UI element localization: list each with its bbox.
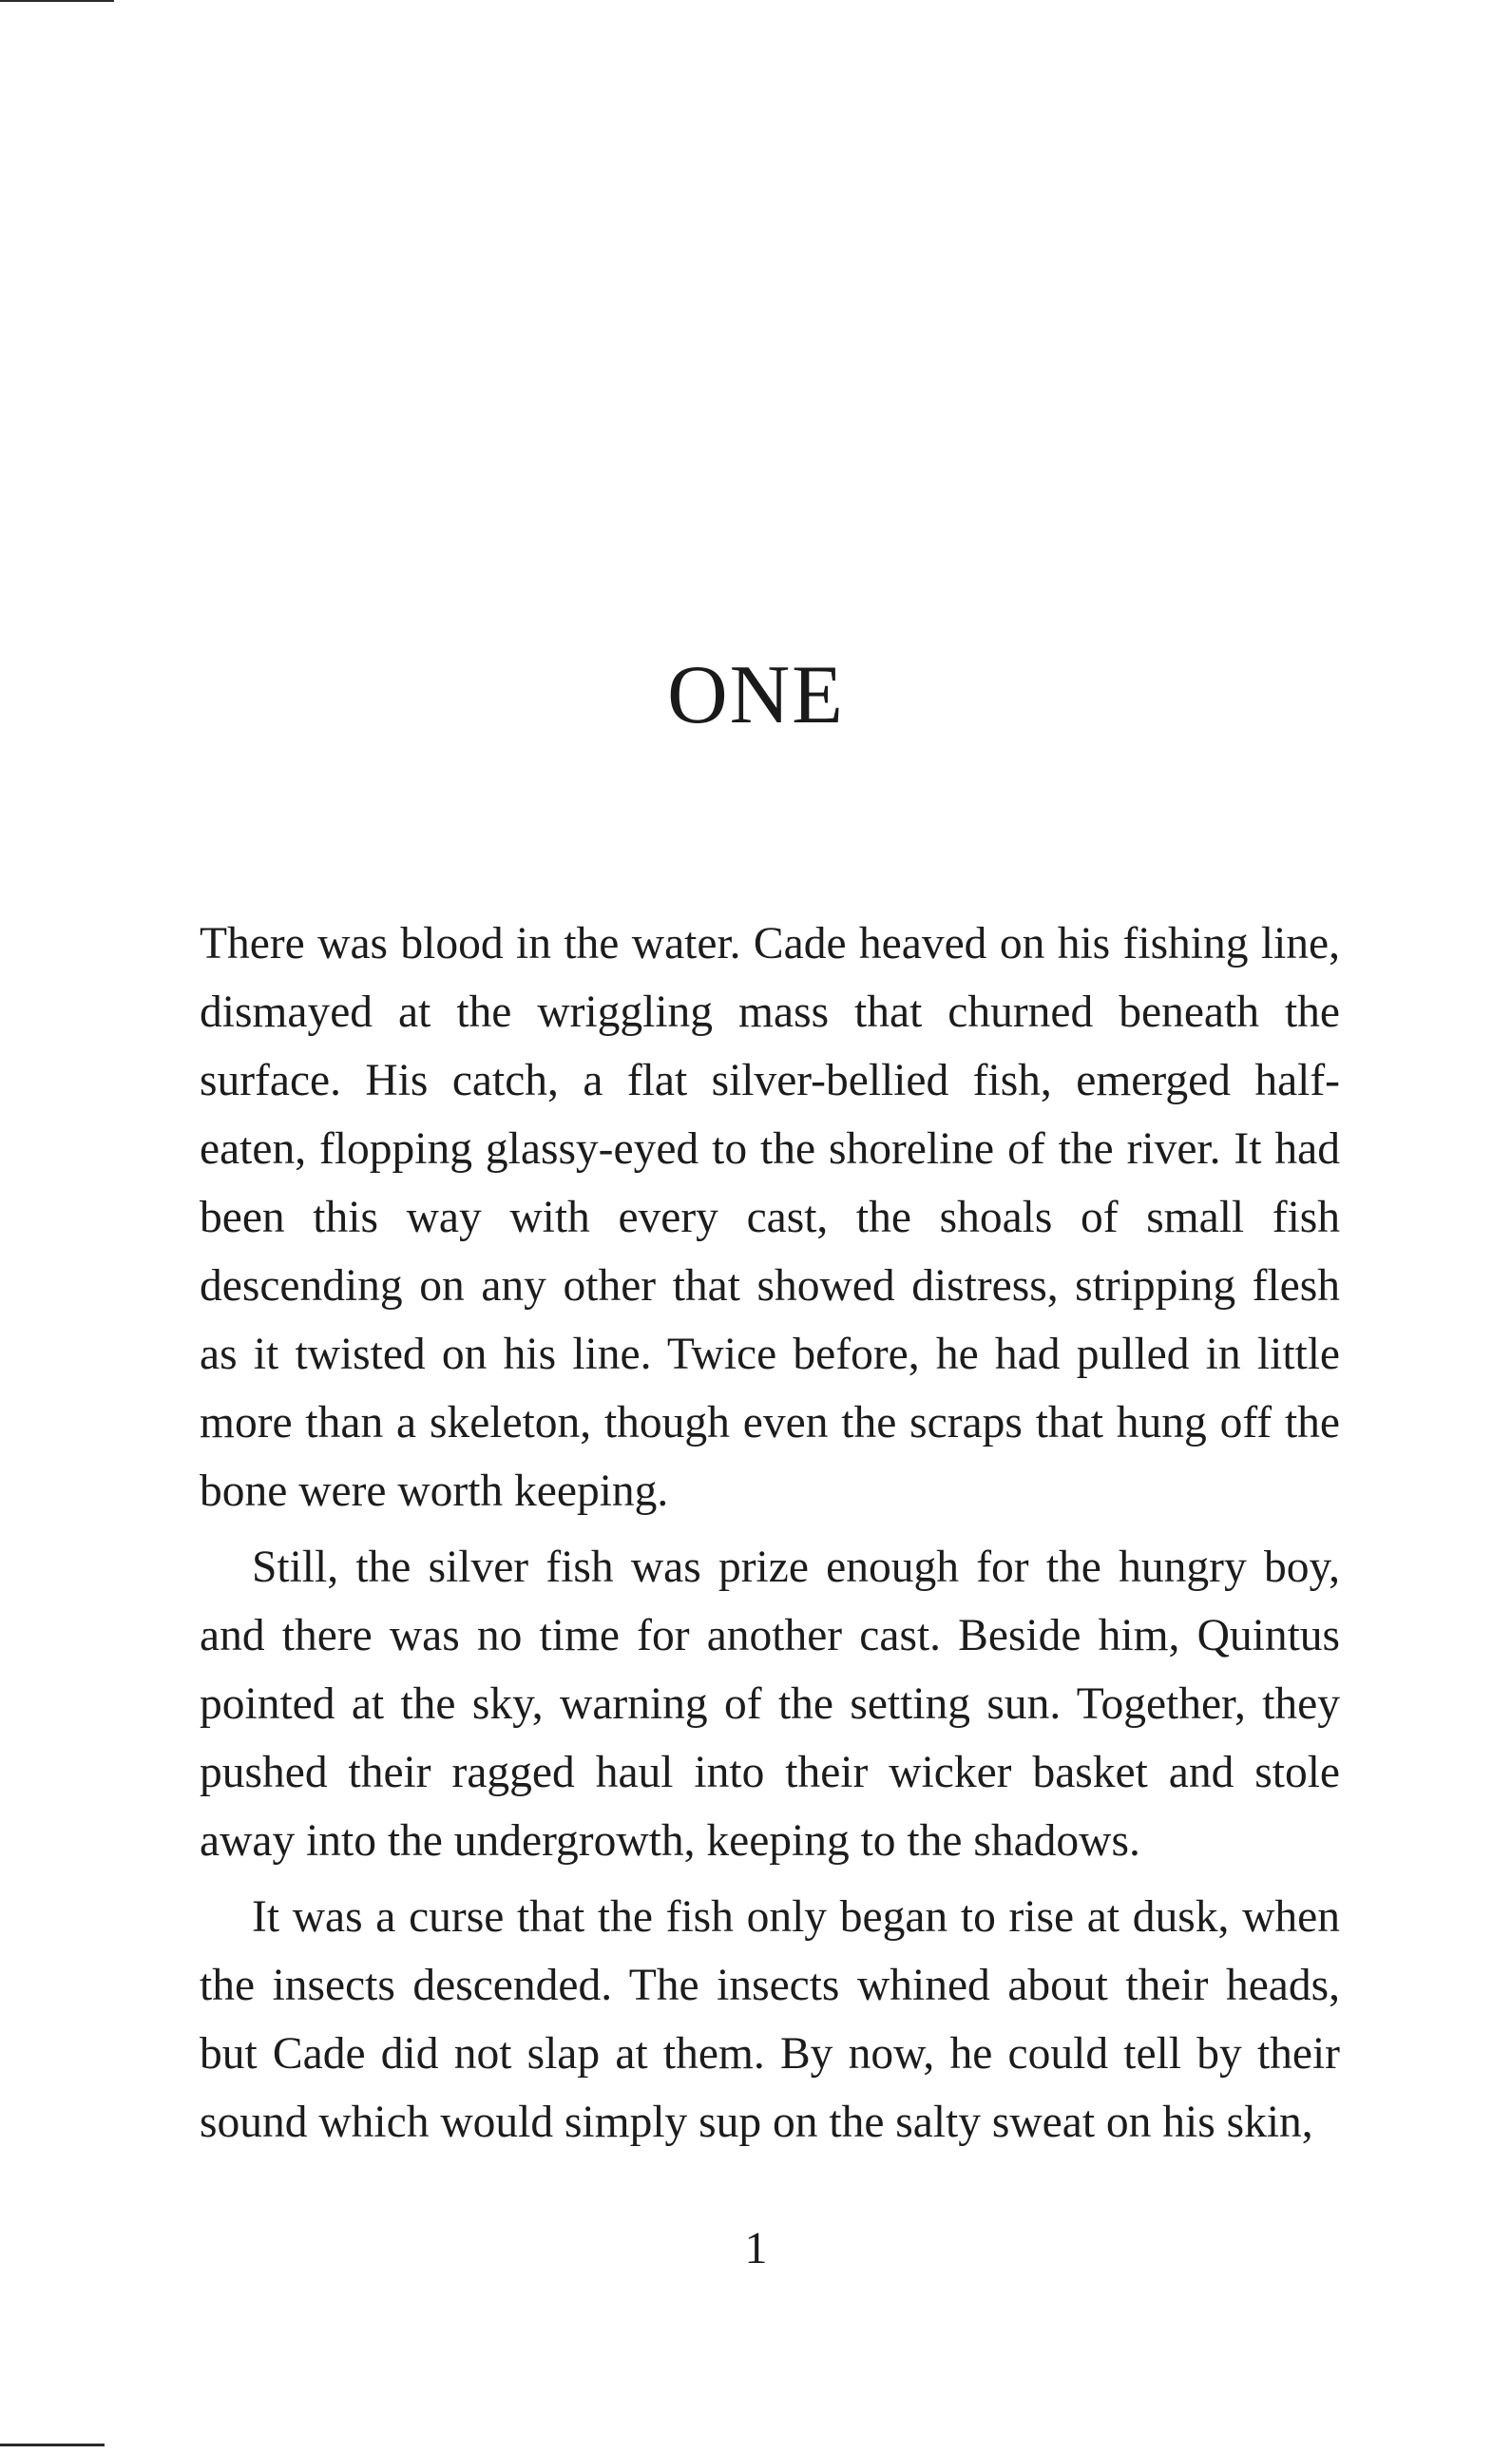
scan-edge-mark-top [0,0,114,2]
paragraph-3: It was a curse that the fish only began to rise at dusk, when the insects descended. The insects whined about their heads, but Cade did not slap at them. By now, he could tell by their sound which would simply sup on the salty sweat on his skin, [200,1892,1340,2147]
paragraph-2: Still, the silver fish was prize enough for the hungry boy, and there was no time for another cast. Beside him, Quintus pointed at the sky, warning of the setting sun. Together, they pushed their ragged haul into their wicker basket and stole away into the undergrowth, keeping to the shadows. [200,1543,1340,1866]
body-text [200,910,1340,2157]
scan-edge-mark-bottom [0,2444,105,2446]
page-number: 1 [744,2223,768,2273]
paragraph-1: There was blood in the water. Cade heaved on his fishing line, dismayed at the wriggling mass that churned beneath the surface. His catch, a flat silver-bellied fish, emerged half-eaten, flopping glassy-eyed to the shoreline of the river. It had been this way with every cast, the shoals of small fish descending on any other that showed distress, stripping flesh as it twisted on his line. Twice before, he had pulled in little more than a skeleton, though even the scraps that hung off the bone were worth keeping. [200,919,1340,1516]
chapter-heading: ONE [667,649,845,741]
